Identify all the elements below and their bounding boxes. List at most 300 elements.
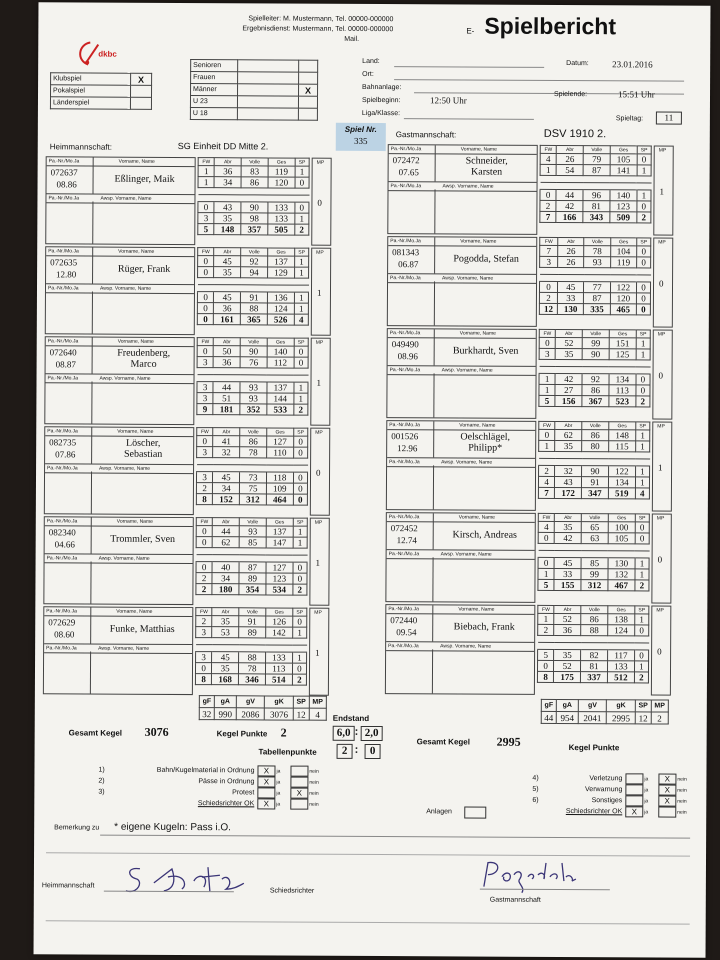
sub-pass-header: Pa.-Nr./Mo.Ja: [47, 375, 79, 382]
score-col-header: Volle: [583, 146, 610, 154]
match-type-row: [51, 85, 152, 98]
player-mp: 1: [316, 287, 322, 298]
mp-header: MP: [658, 147, 667, 154]
player-header: [44, 607, 192, 617]
player-total-cell: 512: [607, 672, 634, 683]
player-total-cell: 335: [584, 304, 610, 315]
player-total-cell: 148: [214, 224, 241, 235]
score-cell: 1: [637, 190, 651, 201]
category-row: [191, 72, 318, 85]
score-cell: 148: [609, 430, 636, 441]
totals-cell: 12: [635, 712, 651, 724]
totals-header-cell: MP: [309, 696, 326, 708]
mp-header: MP: [656, 607, 664, 614]
totals-cell: 2: [651, 712, 668, 724]
match-type-mark[interactable]: X: [131, 73, 152, 85]
score-cell: 0: [198, 202, 214, 213]
check-row: [98, 798, 318, 810]
check-label: Verletzung: [589, 775, 623, 783]
check-ja-box[interactable]: [257, 787, 275, 798]
mp-header: MP: [316, 249, 324, 256]
home-team-name: SG Einheit DD Mitte 2.: [177, 140, 269, 152]
check-nein-box[interactable]: [290, 799, 308, 810]
col-pass-header: Pa.-Nr./Mo.Ja: [46, 518, 78, 525]
score-cell: 0: [634, 625, 648, 636]
check-ja-box[interactable]: [625, 795, 643, 806]
score-cell: 87: [239, 562, 266, 573]
score-cell: 134: [608, 477, 635, 488]
player-name: Pogodda, Stefan: [453, 253, 519, 265]
category-label: U 23: [190, 96, 237, 108]
score-cell: 4: [538, 476, 554, 487]
score-row: [538, 557, 649, 569]
score-cell: 43: [555, 476, 582, 487]
player-total-cell: 2: [635, 580, 649, 591]
match-type-label: Pokalspiel: [51, 85, 131, 97]
totals-cell: 2041: [578, 712, 607, 724]
player-total-cell: 166: [556, 211, 583, 222]
check-nein-box[interactable]: [658, 807, 676, 818]
category-blank: [238, 84, 299, 96]
score-cell: 0: [292, 663, 306, 674]
score-cell: 1: [539, 384, 555, 395]
score-cell: 2: [540, 200, 556, 211]
ja-label: ja: [644, 787, 649, 794]
score-cell: 1: [634, 661, 648, 672]
score-row: [538, 624, 649, 636]
col-pass-header: Pa.-Nr./Mo.Ja: [389, 330, 421, 337]
check-nein-box[interactable]: X: [658, 774, 676, 785]
player-total-cell: 5: [538, 579, 554, 590]
sub-pass-header: Pa.-Nr./Mo.Ja: [46, 555, 78, 562]
score-cell: 1: [635, 614, 649, 625]
match-type-mark[interactable]: [130, 97, 151, 109]
nein-label: nein: [309, 780, 319, 787]
score-row: [539, 384, 650, 396]
score-cell: 1: [539, 440, 555, 451]
score-cell: 122: [610, 282, 636, 293]
category-label: U 18: [190, 108, 237, 120]
spielnr-value: 335: [353, 135, 368, 146]
score-cell: 81: [581, 661, 608, 672]
player-block: [387, 144, 537, 235]
tabellenpunkte-colon: :: [354, 743, 359, 756]
match-type-label: Klubspiel: [51, 73, 131, 85]
player-mp: 1: [315, 647, 320, 658]
home-gesamt-kegel: 3076: [144, 724, 169, 739]
bahnanlage-label: Bahnanlage:: [362, 83, 402, 92]
mp-header: MP: [657, 423, 665, 430]
score-cell: 80: [582, 441, 609, 452]
land-label: Land:: [362, 57, 380, 66]
score-cell: 3: [196, 627, 212, 638]
spieltag-label: Spieltag:: [615, 115, 644, 123]
col-pass-header: Pa.-Nr./Mo.Ja: [48, 248, 79, 255]
player-score-grid: [539, 237, 651, 316]
score-cell: 92: [241, 256, 268, 267]
score-cell: 87: [584, 293, 610, 304]
score-row: [539, 395, 650, 407]
player-total-cell: 465: [610, 304, 636, 315]
score-cell: 90: [582, 349, 609, 360]
check-ja-box[interactable]: [625, 773, 643, 784]
score-cell: 0: [637, 246, 651, 257]
score-cell: 86: [240, 436, 267, 447]
score-cell: 112: [267, 357, 294, 368]
tabellenpunkte-label: Tabellenpunkte: [258, 747, 317, 757]
check-label: Pässe in Ordnung: [198, 778, 255, 786]
player-block: [44, 426, 194, 515]
player-header: [388, 237, 536, 247]
score-cell: 1: [294, 292, 308, 303]
player-birth-date: 12.80: [56, 269, 77, 280]
player-total-cell: 2: [636, 396, 650, 407]
score-col-header: Abr: [555, 329, 582, 337]
guest-signature: [480, 857, 580, 898]
home-team-label: Heimmannschaft:: [49, 142, 113, 152]
score-row: [197, 393, 308, 405]
score-col-header: SP: [293, 608, 307, 616]
guest-team-name: DSV 1910 2.: [543, 127, 607, 141]
player-total-cell: 2: [292, 674, 306, 685]
score-col-header: FW: [198, 248, 214, 256]
col-name-header: Vorname, Name: [116, 518, 153, 525]
score-cell: 3: [198, 213, 214, 224]
score-cell: 78: [584, 246, 610, 257]
score-cell: 33: [554, 568, 581, 579]
score-cell: 89: [239, 627, 266, 638]
score-row: [539, 348, 650, 360]
substitute-header: [44, 643, 192, 654]
score-cell: 1: [293, 526, 307, 537]
category-mark[interactable]: [298, 96, 317, 108]
check-number: 6): [532, 797, 539, 805]
col-pass-header: Pa.-Nr./Mo.Ja: [47, 338, 79, 345]
check-ja-box[interactable]: [625, 784, 643, 795]
score-cell: 137: [267, 382, 294, 393]
score-cell: 0: [197, 303, 213, 314]
player-birth-date: 04.66: [54, 539, 75, 550]
score-cell: 92: [582, 374, 609, 385]
col-name-header: Vorname, Name: [459, 330, 496, 337]
player-pass-number: 072637: [50, 167, 78, 178]
spielbeginn-value: 12:50 Uhr: [429, 95, 467, 106]
logo-text: dkbc: [98, 49, 117, 59]
player-score-grid: [197, 247, 309, 326]
endstand-label: Endstand: [332, 713, 370, 723]
player-total-cell: 156: [555, 395, 582, 406]
score-cell: 0: [295, 177, 309, 188]
totals-header-cell: gV: [236, 696, 265, 708]
score-cell: 2: [539, 292, 557, 303]
substitute-label: Awsp. Vorname, Name: [98, 555, 150, 562]
score-cell: 35: [214, 267, 241, 278]
player-header: [46, 247, 194, 257]
score-col-header: SP: [635, 514, 649, 522]
score-col-header: Abr: [213, 428, 240, 436]
score-row: [539, 429, 650, 441]
score-col-header: Volle: [581, 514, 608, 522]
score-row: [197, 357, 308, 369]
score-col-header: Abr: [554, 605, 581, 613]
score-row: [539, 440, 650, 452]
mp-header: MP: [657, 331, 666, 338]
score-cell: 1: [540, 164, 556, 175]
score-cell: 26: [558, 245, 584, 256]
score-cell: 0: [636, 293, 650, 304]
player-total-cell: 180: [212, 584, 239, 595]
totals-header-cell: gF: [541, 699, 556, 711]
category-mark[interactable]: [299, 60, 318, 72]
check-label: Schiedsrichter OK: [565, 808, 623, 816]
score-col-header: Abr: [214, 158, 241, 166]
player-block: [44, 336, 194, 425]
score-col-header: Ges: [610, 146, 637, 154]
substitute-header: [386, 641, 534, 652]
substitute-header: [46, 373, 194, 384]
guest-team-label: Gastmannschaft:: [395, 130, 457, 140]
score-col-header: Ges: [268, 248, 295, 256]
player-block: [45, 156, 195, 245]
score-col-header: Volle: [582, 330, 609, 338]
substitute-label: Awsp. Vorname, Name: [441, 367, 493, 374]
sub-pass-header: Pa.-Nr./Mo.Ja: [389, 367, 421, 374]
col-pass-header: Pa.-Nr./Mo.Ja: [390, 146, 422, 153]
player-total-cell: 4: [294, 314, 308, 325]
player-name: Schneider,: [465, 155, 508, 167]
score-col-header: FW: [540, 237, 558, 245]
player-name: Biebach, Frank: [453, 621, 515, 633]
score-col-header: FW: [539, 329, 555, 337]
score-row: [538, 579, 649, 591]
substitute-label: Awsp. Vorname, Name: [440, 643, 492, 650]
category-mark[interactable]: [298, 108, 317, 120]
mp-header: MP: [314, 519, 323, 526]
score-cell: 1: [295, 166, 309, 177]
substitute-header: [45, 553, 193, 564]
page-title: Spielbericht: [484, 12, 617, 40]
mp-header: MP: [315, 429, 323, 436]
score-cell: 36: [214, 303, 241, 314]
col-name-header: Vorname, Name: [460, 238, 497, 245]
spieltag-value: 11: [656, 111, 682, 124]
score-cell: 26: [558, 256, 584, 267]
score-row: [197, 346, 308, 358]
player-total-cell: 2: [196, 584, 212, 595]
category-mark[interactable]: [299, 72, 318, 84]
score-cell: 0: [196, 526, 212, 537]
score-col-header: SP: [635, 606, 649, 614]
score-cell: 83: [241, 166, 268, 177]
score-col-header: Ges: [267, 338, 294, 346]
score-row: [539, 303, 650, 315]
check-nein-box[interactable]: X: [658, 785, 676, 796]
score-col-header: SP: [637, 238, 651, 246]
score-cell: 123: [266, 573, 293, 584]
score-row: [198, 224, 309, 236]
substitute-header: [389, 181, 537, 192]
score-row: [538, 660, 649, 672]
col-name-header: Vorname, Name: [458, 606, 495, 613]
score-cell: 120: [268, 177, 295, 188]
nein-label: nein: [309, 802, 319, 809]
totals-header-cell: gA: [556, 699, 578, 711]
score-row: [196, 573, 307, 585]
score-row: [538, 476, 649, 488]
score-col-header: FW: [197, 338, 213, 346]
score-cell: 3: [540, 256, 558, 267]
score-cell: 45: [213, 472, 240, 483]
substitute-label: Awsp. Vorname, Name: [99, 375, 151, 382]
score-row: [539, 465, 650, 477]
score-row: [196, 526, 307, 538]
score-cell: 105: [608, 533, 635, 544]
substitute-label: Awsp. Vorname, Name: [442, 183, 494, 190]
player-total-cell: 12: [539, 303, 557, 314]
check-ja-box[interactable]: X: [257, 798, 275, 809]
player-mp: 0: [317, 197, 322, 208]
match-type-row: [50, 97, 151, 110]
score-cell: 1: [198, 177, 214, 188]
score-cell: 0: [637, 201, 651, 212]
category-label: Männer: [191, 84, 238, 96]
score-cell: 2: [538, 624, 554, 635]
score-cell: 32: [213, 447, 240, 458]
player-total-cell: 155: [554, 579, 581, 590]
score-row: [540, 200, 651, 212]
anlagen-box[interactable]: [464, 806, 486, 818]
score-cell: 1: [637, 165, 651, 176]
player-total-cell: 519: [608, 488, 635, 499]
score-cell: 0: [539, 337, 555, 348]
score-row: [196, 537, 307, 549]
player-total-cell: 2: [295, 224, 309, 235]
score-row: [198, 177, 309, 189]
mp-header: MP: [316, 159, 325, 166]
player-name: Burkhardt, Sven: [452, 345, 519, 357]
score-cell: 51: [213, 393, 240, 404]
spielnr-box: [336, 123, 386, 151]
score-col-header: SP: [293, 518, 307, 526]
nein-label: nein: [677, 787, 687, 794]
player-header: [47, 157, 195, 167]
player-pass-number: 082340: [48, 527, 76, 538]
score-row: [540, 164, 651, 176]
nein-label: nein: [677, 809, 687, 816]
player-score-grid: [539, 145, 651, 224]
score-cell: 93: [240, 382, 267, 393]
check-nein-box[interactable]: [290, 766, 308, 777]
ja-label: ja: [644, 776, 649, 783]
score-cell: 3: [197, 447, 213, 458]
score-cell: 52: [555, 337, 582, 348]
score-cell: 43: [214, 202, 241, 213]
totals-cell: 954: [556, 711, 578, 723]
score-cell: 44: [213, 382, 240, 393]
col-name-header: Vorname, Name: [118, 248, 155, 255]
score-row: [195, 663, 306, 675]
player-total-cell: 343: [583, 212, 610, 223]
score-cell: 1: [636, 349, 650, 360]
score-row: [197, 404, 308, 416]
col-pass-header: Pa.-Nr./Mo.Ja: [46, 608, 77, 615]
score-cell: 42: [556, 200, 583, 211]
category-row: [190, 96, 317, 109]
score-cell: 0: [195, 663, 211, 674]
score-row: [539, 292, 650, 304]
check-ja-box[interactable]: X: [625, 806, 643, 817]
home-gesamt-kegel-label: Gesamt Kegel: [68, 728, 123, 738]
score-row: [540, 153, 651, 165]
score-row: [196, 562, 307, 574]
category-row: [191, 84, 318, 97]
col-pass-header: Pa.-Nr./Mo.Ja: [388, 514, 420, 521]
score-cell: 88: [240, 303, 267, 314]
score-cell: 45: [212, 652, 239, 663]
score-cell: 141: [610, 165, 637, 176]
score-cell: 124: [267, 303, 294, 314]
nein-label: nein: [309, 769, 319, 776]
score-col-header: Ges: [268, 158, 295, 166]
player-total-cell: 5: [539, 395, 555, 406]
score-cell: 1: [538, 568, 554, 579]
score-cell: 1: [293, 537, 307, 548]
home-signature: [124, 859, 254, 900]
score-cell: 35: [554, 521, 581, 532]
score-cell: 94: [241, 267, 268, 278]
totals-cell: 32: [199, 708, 214, 720]
ja-label: ja: [644, 798, 649, 805]
check-ja-box[interactable]: X: [257, 765, 275, 776]
check-label: Protest: [232, 789, 255, 797]
score-col-header: SP: [636, 330, 650, 338]
sub-pass-header: Pa.-Nr./Mo.Ja: [47, 285, 79, 292]
score-col-header: Abr: [555, 421, 582, 429]
score-cell: 0: [538, 532, 554, 543]
player-mp: 0: [658, 370, 664, 381]
score-cell: 1: [635, 441, 649, 452]
score-cell: 81: [583, 201, 610, 212]
match-type-mark[interactable]: [131, 85, 152, 97]
score-cell: 88: [581, 625, 608, 636]
substitute-label: Awsp. Vorname, Name: [440, 551, 492, 558]
substitute-label: Awsp. Vorname, Name: [441, 459, 493, 466]
player-total-cell: 8: [196, 494, 212, 505]
col-name-header: Vorname, Name: [458, 514, 495, 521]
category-mark[interactable]: X: [299, 84, 318, 96]
check-nein-box[interactable]: X: [658, 796, 676, 807]
footer-heim-label: Heimmannschaft: [41, 882, 95, 890]
category-blank: [237, 96, 298, 108]
home-kegel-punkte: 2: [280, 725, 287, 740]
score-cell: 122: [608, 466, 635, 477]
score-cell: 109: [266, 483, 293, 494]
player-total-cell: 152: [213, 494, 240, 505]
check-nein-box[interactable]: [290, 777, 308, 788]
score-cell: 73: [240, 472, 267, 483]
totals-cell: 3076: [265, 708, 294, 720]
player-pass-number: 001526: [391, 431, 419, 442]
check-nein-box[interactable]: X: [290, 788, 308, 799]
player-total-cell: 346: [239, 674, 266, 685]
player-total-cell: 172: [555, 487, 582, 498]
score-col-header: FW: [196, 518, 212, 526]
check-ja-box[interactable]: X: [257, 776, 275, 787]
sub-pass-header: Pa.-Nr./Mo.Ja: [390, 275, 421, 282]
player-total-cell: 181: [213, 404, 240, 415]
totals-header-cell: gK: [607, 700, 636, 712]
score-cell: 120: [610, 293, 636, 304]
